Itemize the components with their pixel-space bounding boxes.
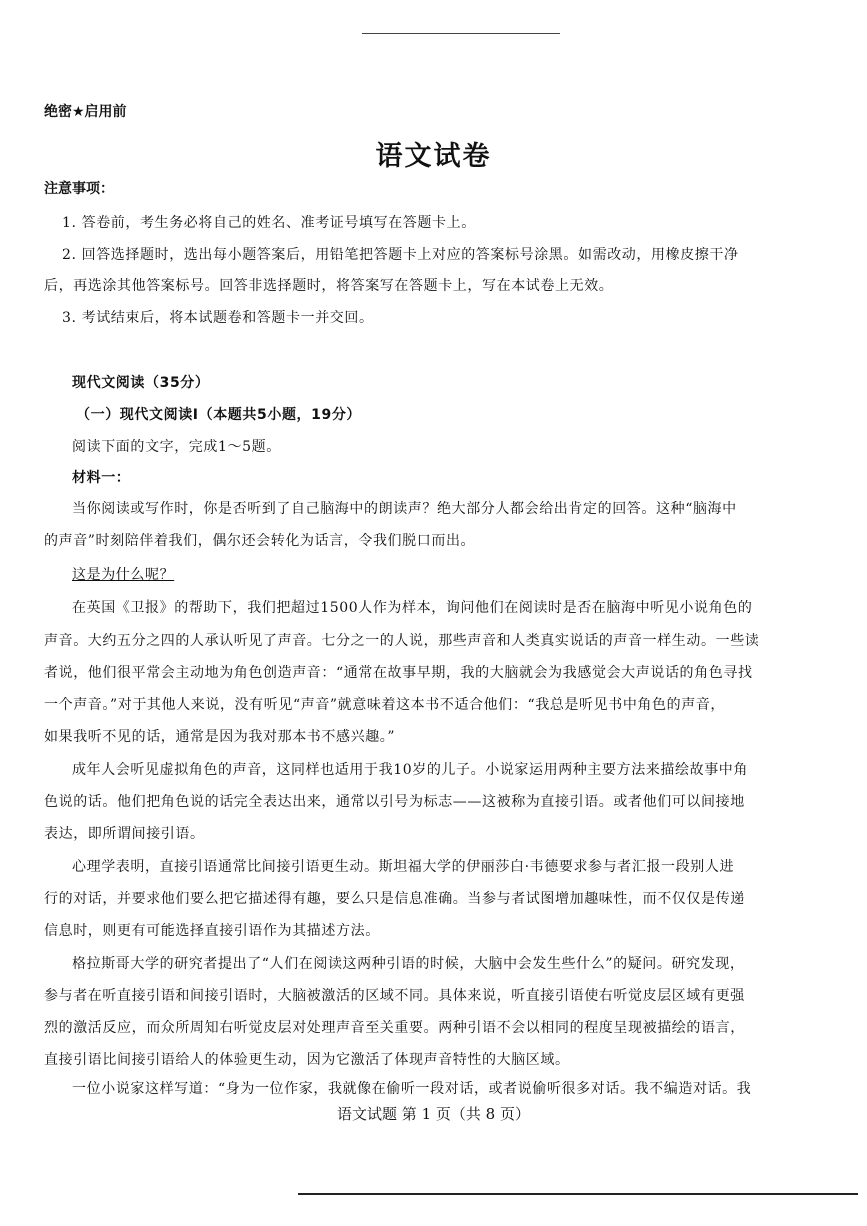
passage-line: 成年人会听见虚拟角色的声音，这同样也适用于我10岁的儿子。小说家运用两种主要方法来描绘故事中角 xyxy=(72,762,749,778)
passage-line: 声音。大约五分之四的人承认听见了声音。七分之一的人说，那些声音和人类真实说话的声音一样生动。一些读 xyxy=(44,633,760,649)
bottom-rule xyxy=(298,1193,858,1195)
notice-item-1: 1. 答卷前，考生务必将自己的姓名、准考证号填写在答题卡上。 xyxy=(62,215,476,231)
passage-line: 直接引语比间接引语给人的体验更生动，因为它激活了体现声音特性的大脑区域。 xyxy=(44,1052,570,1068)
notice-item-2: 2. 回答选择题时，选出每小题答案后，用铅笔把答题卡上对应的答案标号涂黑。如需改动，用橡皮擦干净 xyxy=(62,247,739,263)
page-footer: 语文试题 第 1 页（共 8 页） xyxy=(337,1105,530,1123)
page-title: 语文试卷 xyxy=(375,141,492,172)
passage-line: 烈的激活反应，而众所周知右听觉皮层对处理声音至关重要。两种引语不会以相同的程度呈现被描绘的语言， xyxy=(44,1020,745,1036)
notice-item-3: 3. 考试结束后，将本试题卷和答题卡一并交回。 xyxy=(62,310,374,326)
passage-line: 者说，他们很平常会主动地为角色创造声音：“通常在故事早期，我的大脑就会为我感觉会大声说话的角色寻找 xyxy=(44,665,753,681)
top-rule xyxy=(362,33,560,34)
material-label: 材料一： xyxy=(72,470,131,486)
passage-line: 心理学表明，直接引语通常比间接引语更生动。斯坦福大学的伊丽莎白·韦德要求参与者汇报一段别人进 xyxy=(72,859,735,875)
notice-heading: 注意事项： xyxy=(44,181,114,197)
passage-line: 行的对话，并要求他们要么把它描述得有趣，要么只是信息准确。当参与者试图增加趣味性，而不仅仅是传递 xyxy=(44,891,745,907)
passage-question-line: 这是为什么呢？ xyxy=(72,567,175,583)
section-title: 现代文阅读（35分） xyxy=(72,375,210,391)
passage-line: 色说的话。他们把角色说的话完全表达出来，通常以引号为标志——这被称为直接引语。或者他们可以间接地 xyxy=(44,794,745,810)
passage-line: 一位小说家这样写道：“身为一位作家，我就像在偷听一段对话，或者说偷听很多对话。我不编造对话。我 xyxy=(72,1081,752,1097)
passage-line: 一个声音。”对于其他人来说，没有听见“声音”就意味着这本书不适合他们：“我总是听见书中角色的声音， xyxy=(44,697,726,713)
passage-line: 信息时，则更有可能选择直接引语作为其描述方法。 xyxy=(44,923,380,939)
passage-line: 如果我听不见的话，通常是因为我对那本书不感兴趣。” xyxy=(44,729,396,745)
confidential-label: 绝密★启用前 xyxy=(44,104,127,120)
passage-line: 的声音”时刻陪伴着我们，偶尔还会转化为话言，令我们脱口而出。 xyxy=(44,533,476,549)
section-instruction: 阅读下面的文字，完成1～5题。 xyxy=(72,439,281,455)
passage-line: 在英国《卫报》的帮助下，我们把超过1500人作为样本，询问他们在阅读时是否在脑海中听见小说角色的 xyxy=(72,600,753,616)
notice-item-2-cont: 后，再选涂其他答案标号。回答非选择题时，将答案写在答题卡上，写在本试卷上无效。 xyxy=(44,278,614,294)
passage-line: 格拉斯哥大学的研究者提出了“人们在阅读这两种引语的时候，大脑中会发生些什么”的疑问。研究发现， xyxy=(72,956,745,972)
passage-line: 表达，即所谓间接引语。 xyxy=(44,826,205,842)
passage-line: 当你阅读或写作时，你是否听到了自己脑海中的朗读声？绝大部分人都会给出肯定的回答。这种“脑海中 xyxy=(72,501,737,517)
passage-line: 参与者在听直接引语和间接引语时，大脑被激活的区域不同。具体来说，听直接引语使右听觉皮层区域有更强 xyxy=(44,988,745,1004)
section-subtitle: （一）现代文阅读Ⅰ（本题共5小题，19分） xyxy=(76,407,362,423)
